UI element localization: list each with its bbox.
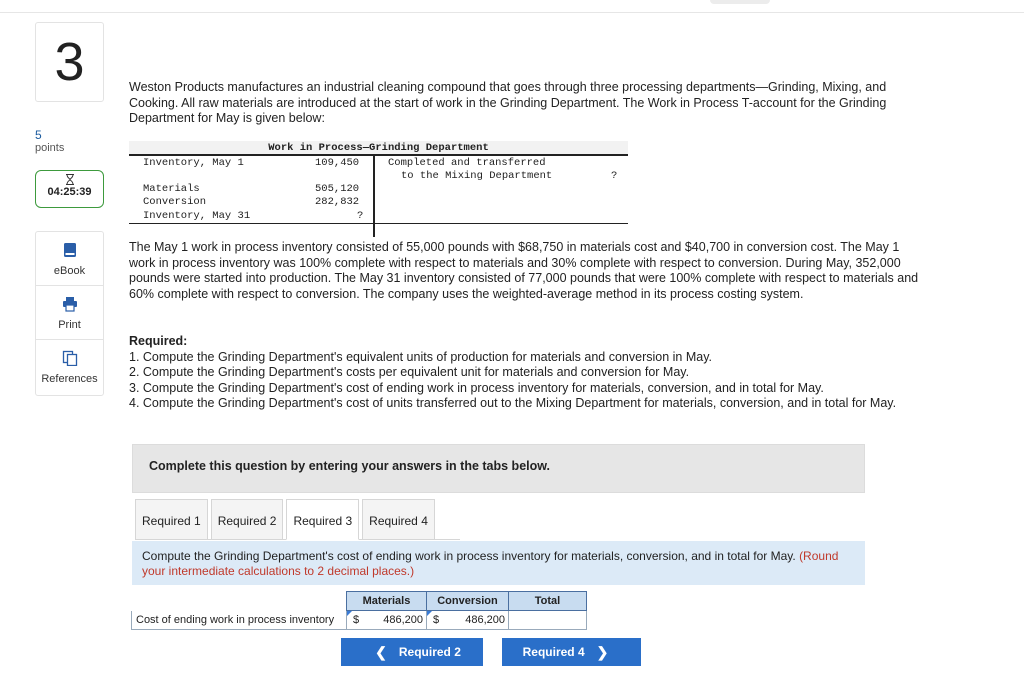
header-total: Total bbox=[509, 592, 587, 611]
materials-value: 486,200 bbox=[383, 614, 423, 626]
printer-icon bbox=[62, 296, 78, 312]
answer-grid bbox=[131, 591, 587, 630]
prev-tab-label: Required 2 bbox=[398, 645, 461, 659]
next-tab-label: Required 4 bbox=[522, 645, 585, 659]
inventory-may31-label: Inventory, May 31 bbox=[143, 210, 251, 222]
question-number: 3 bbox=[35, 22, 104, 102]
total-input[interactable] bbox=[509, 611, 587, 630]
currency-symbol: $ bbox=[353, 614, 360, 626]
instruction-text: Compute the Grinding Department's cost of ending work in process inventory for materials, conversion, and in total for May. bbox=[142, 549, 796, 563]
inventory-may31-value: ? bbox=[357, 210, 364, 222]
points-value: 5 bbox=[35, 128, 42, 142]
top-divider bbox=[0, 12, 1024, 13]
next-tab-button[interactable] bbox=[502, 638, 641, 666]
references-button[interactable] bbox=[36, 340, 103, 395]
cell-marker bbox=[347, 611, 352, 616]
chevron-left-icon: ❮ bbox=[375, 643, 387, 660]
conversion-input[interactable] bbox=[427, 611, 509, 630]
grid-corner bbox=[132, 592, 347, 611]
print-label: Print bbox=[58, 319, 81, 331]
instruction-note: (Round your intermediate calculations to 2 decimal places.) bbox=[142, 549, 839, 578]
top-tab-handle bbox=[710, 0, 770, 4]
completed-label-2: to the Mixing Department bbox=[401, 170, 553, 182]
instructions-banner: Complete this question by entering your answers in the tabs below. bbox=[132, 444, 865, 493]
tab-required-1[interactable]: Required 1 bbox=[135, 499, 208, 540]
row-label: Cost of ending work in process inventory bbox=[132, 611, 347, 630]
points-label: points bbox=[35, 142, 65, 154]
conversion-label: Conversion bbox=[143, 196, 207, 208]
tab-required-3[interactable]: Required 3 bbox=[286, 499, 359, 540]
required-item: 1. Compute the Grinding Department's equivalent units of production for materials and conversion in May. bbox=[129, 349, 713, 364]
required-section bbox=[129, 334, 939, 412]
header-conversion: Conversion bbox=[427, 592, 509, 611]
tab-bar bbox=[135, 499, 438, 540]
tab-required-4[interactable]: Required 4 bbox=[362, 499, 435, 540]
inventory-may1-value: 109,450 bbox=[315, 157, 360, 169]
inventory-may1-label: Inventory, May 1 bbox=[143, 157, 244, 169]
book-icon bbox=[62, 242, 78, 258]
print-button[interactable] bbox=[36, 286, 103, 340]
references-label: References bbox=[41, 373, 98, 385]
timer-text: 04:25:39 bbox=[47, 186, 92, 198]
timer bbox=[35, 170, 104, 208]
header-materials: Materials bbox=[347, 592, 427, 611]
tab-required-2[interactable]: Required 2 bbox=[211, 499, 284, 540]
ebook-label: eBook bbox=[53, 265, 86, 277]
prev-tab-button[interactable] bbox=[341, 638, 483, 666]
problem-paragraph: The May 1 work in process inventory consisted of 55,000 pounds with $68,750 in materials cost and $40,700 in conversion cost. The May 1 work in process inventory was 100% complete with respect to materials and 30% complete with respect to conversion. During May, 352,000 pounds were started into production. The May 31 inventory consisted of 77,000 pounds that were 100% complete with respect to materials and 60% complete with respect to conversion. The company uses the weighted-average method in its process costing system. bbox=[129, 240, 919, 301]
completed-label-1: Completed and transferred bbox=[388, 157, 546, 169]
chevron-right-icon: ❯ bbox=[596, 643, 609, 660]
t-account-body bbox=[129, 156, 628, 224]
tab-instruction bbox=[132, 541, 865, 585]
cell-marker bbox=[427, 611, 432, 616]
ebook-button[interactable] bbox=[36, 232, 103, 286]
hourglass-icon bbox=[65, 174, 75, 185]
currency-symbol: $ bbox=[433, 614, 440, 626]
materials-input[interactable] bbox=[347, 611, 427, 630]
required-title: Required: bbox=[129, 334, 188, 348]
required-item: 3. Compute the Grinding Department's cost of ending work in process inventory for materials, conversion, and in total for May. bbox=[129, 380, 824, 395]
intro-text: Weston Products manufactures an industrial cleaning compound that goes through three processing departments—Grinding, Mixing, and Cooking. All raw materials are introduced at the start of work in the Grinding Department. The Work in Process T-account for the Grinding Department for May is given below: bbox=[129, 80, 887, 125]
materials-label: Materials bbox=[143, 183, 200, 195]
materials-value: 505,120 bbox=[315, 183, 360, 195]
t-account bbox=[129, 141, 628, 224]
required-item: 2. Compute the Grinding Department's costs per equivalent unit for materials and conversion for May. bbox=[129, 365, 690, 379]
t-account-title: Work in Process—Grinding Department bbox=[129, 141, 628, 156]
t-account-divider bbox=[373, 156, 375, 237]
conversion-value: 282,832 bbox=[315, 196, 360, 208]
references-icon bbox=[62, 350, 78, 366]
conversion-value: 486,200 bbox=[465, 614, 505, 626]
tools-panel bbox=[35, 231, 104, 396]
required-item: 4. Compute the Grinding Department's cost of units transferred out to the Mixing Department for materials, conversion, and in total for May. bbox=[129, 396, 897, 410]
completed-value: ? bbox=[611, 170, 618, 182]
